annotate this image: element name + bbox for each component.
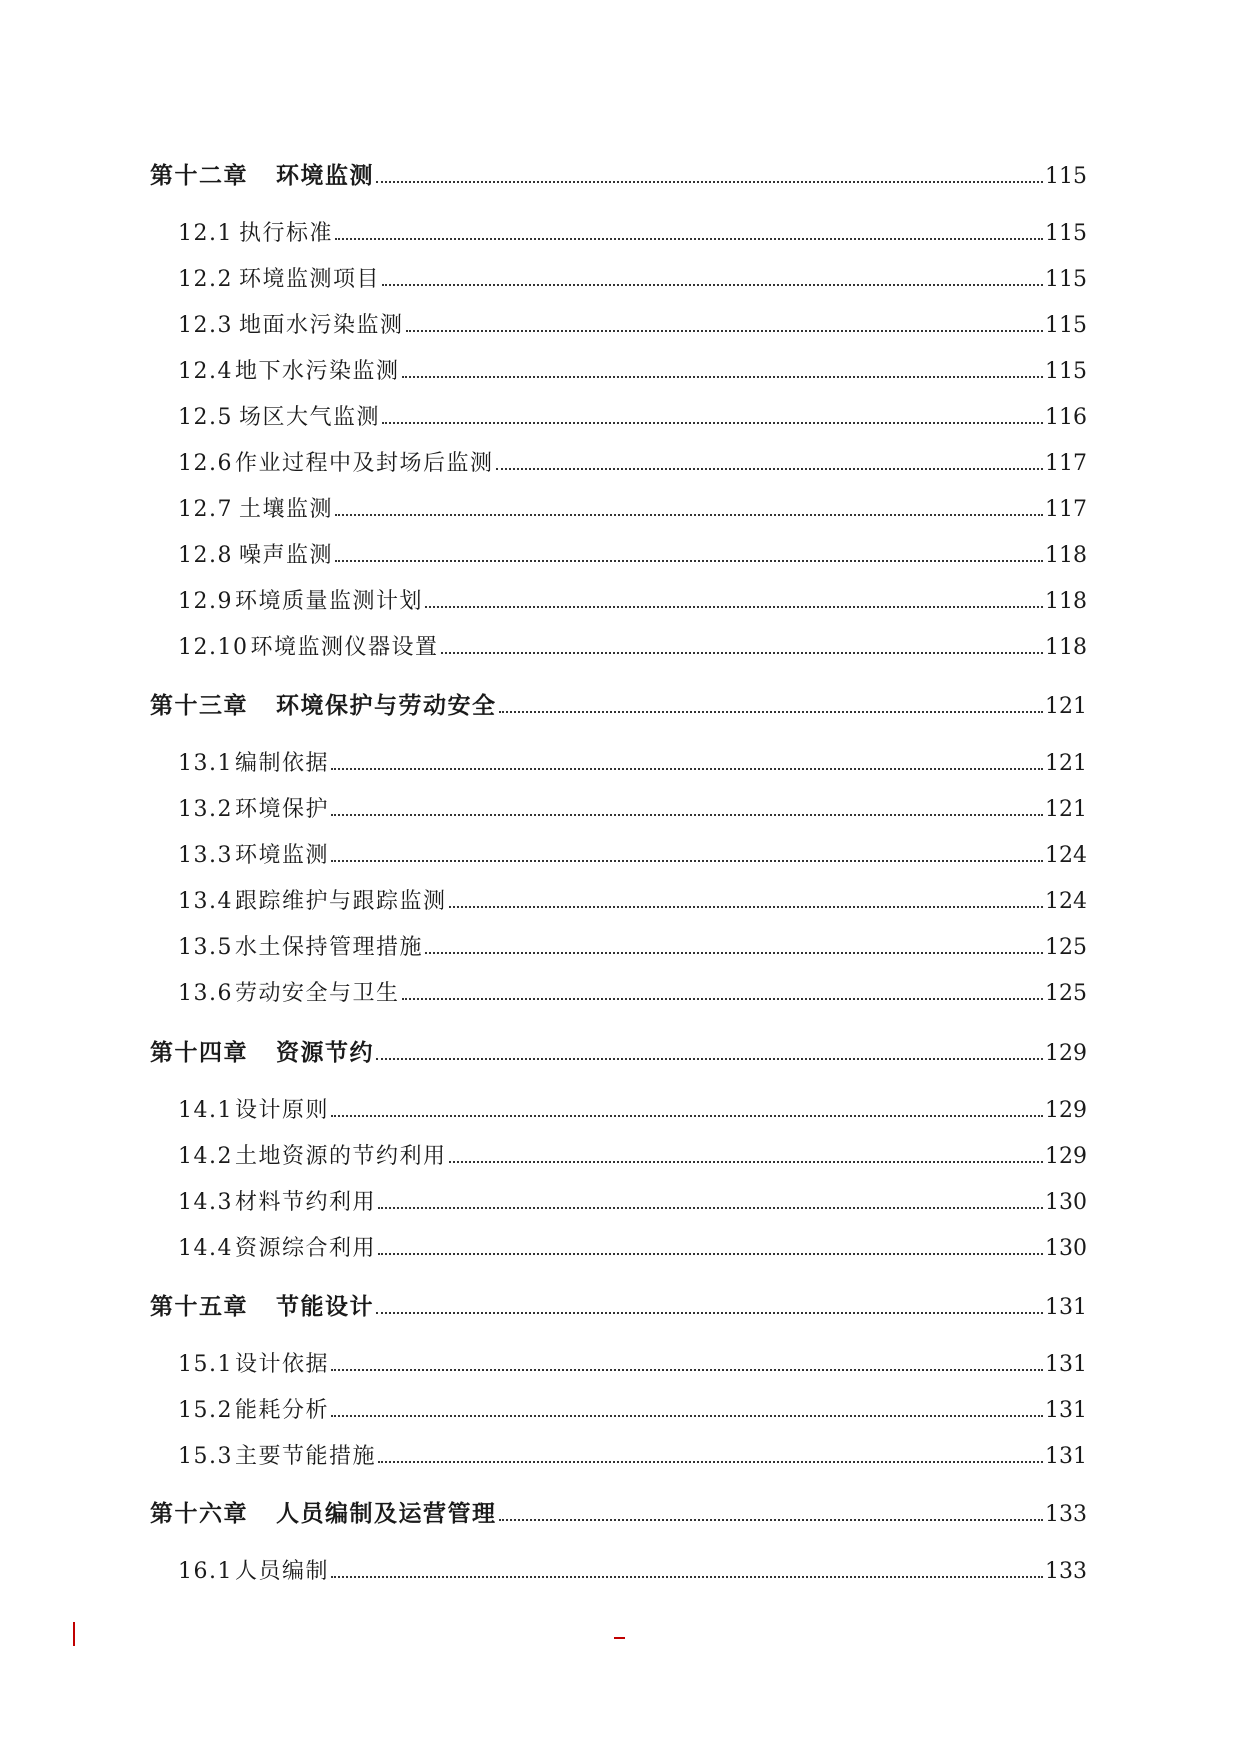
toc-section-title: 作业过程中及封场后监测 [234,451,494,476]
toc-section-15-3[interactable] [178,1446,1087,1468]
dot-leader [335,514,1043,516]
toc-page-number: 131 [1045,1295,1087,1320]
toc-chapter-16[interactable] [150,1502,1087,1526]
toc-section-number: 15.1 [178,1352,233,1377]
toc-section-13-6[interactable] [178,983,1087,1005]
dot-leader [331,814,1043,816]
toc-section-title: 资源综合利用 [234,1236,376,1261]
toc-chapter-title: 节能设计 [276,1293,374,1320]
toc-page-number: 115 [1045,267,1087,292]
toc-section-13-3[interactable] [178,845,1087,867]
toc-chapter-15[interactable] [150,1295,1087,1319]
dot-leader [382,284,1043,286]
toc-section-title: 水土保持管理措施 [234,935,423,960]
toc-section-title: 地面水污染监测 [238,313,404,338]
toc-page-number: 121 [1045,694,1087,719]
toc-section-number: 12.4 [178,359,233,384]
dot-leader [402,998,1044,1000]
toc-page-number: 115 [1045,164,1087,189]
dot-leader [499,1519,1044,1521]
toc-section-12-8[interactable] [178,545,1087,567]
dot-leader [441,652,1044,654]
toc-section-number: 14.2 [178,1144,233,1169]
toc-section-13-5[interactable] [178,937,1087,959]
toc-chapter-number: 第十三章 [150,692,248,719]
dot-leader [335,560,1043,562]
toc-chapter-number: 第十四章 [150,1039,248,1066]
toc-section-title: 劳动安全与卫生 [234,981,400,1006]
toc-section-number: 12.9 [178,589,233,614]
toc-section-title: 能耗分析 [234,1398,329,1423]
toc-section-title: 设计原则 [234,1098,329,1123]
toc-page-number: 131 [1045,1444,1087,1469]
toc-page-number: 115 [1045,359,1087,384]
toc-section-14-2[interactable] [178,1146,1087,1168]
toc-section-title: 设计依据 [234,1352,329,1377]
dot-leader [406,330,1044,332]
toc-section-number: 12.5 [178,405,233,430]
toc-page-number: 133 [1045,1559,1087,1584]
toc-page-number: 124 [1045,843,1087,868]
toc-section-13-1[interactable] [178,753,1087,775]
toc-section-number: 15.2 [178,1398,233,1423]
toc-page-number: 117 [1045,497,1087,522]
toc-section-title: 地下水污染监测 [234,359,400,384]
dot-leader [382,422,1043,424]
toc-chapter-number: 第十二章 [150,162,248,189]
toc-section-13-2[interactable] [178,799,1087,821]
toc-section-number: 16.1 [178,1559,233,1584]
toc-page-number: 125 [1045,981,1087,1006]
toc-chapter-title: 资源节约 [276,1039,374,1066]
toc-page-number: 125 [1045,935,1087,960]
dot-leader [335,238,1043,240]
toc-section-number: 13.2 [178,797,233,822]
toc-section-12-7[interactable] [178,499,1087,521]
toc-section-title: 土地资源的节约利用 [234,1144,447,1169]
toc-page-number: 129 [1045,1041,1087,1066]
toc-page-number: 115 [1045,313,1087,338]
toc-section-number: 13.6 [178,981,233,1006]
toc-section-title: 跟踪维护与跟踪监测 [234,889,447,914]
toc-section-15-1[interactable] [178,1354,1087,1376]
toc-section-number: 15.3 [178,1444,233,1469]
toc-section-number: 12.2 [178,267,233,292]
toc-page-number: 117 [1045,451,1087,476]
toc-page-number: 133 [1045,1502,1087,1527]
toc-section-number: 13.1 [178,751,233,776]
toc-chapter-title: 人员编制及运营管理 [276,1500,497,1527]
toc-section-14-4[interactable] [178,1238,1087,1260]
toc-section-title: 土壤监测 [238,497,333,522]
toc-section-number: 14.1 [178,1098,233,1123]
dot-leader [331,1576,1043,1578]
dot-leader [425,952,1043,954]
toc-page-number: 130 [1045,1190,1087,1215]
dot-leader [376,181,1043,183]
toc-section-15-2[interactable] [178,1400,1087,1422]
toc-page-number: 118 [1045,543,1087,568]
dot-leader [378,1253,1043,1255]
toc-section-title: 材料节约利用 [234,1190,376,1215]
dot-leader [331,860,1043,862]
dot-leader [449,1161,1044,1163]
toc-chapter-13[interactable] [150,694,1087,718]
toc-chapter-number: 第十五章 [150,1293,248,1320]
dot-leader [331,768,1043,770]
dot-leader [496,468,1044,470]
dot-leader [331,1115,1043,1117]
dot-leader [499,711,1044,713]
toc-chapter-number: 第十六章 [150,1500,248,1527]
toc-section-number: 12.7 [178,497,233,522]
toc-chapter-title: 环境监测 [276,162,374,189]
toc-section-title: 环境保护 [234,797,329,822]
toc-section-12-9[interactable] [178,591,1087,613]
dot-leader [331,1415,1043,1417]
dot-leader [449,906,1044,908]
dot-leader [378,1461,1043,1463]
toc-section-number: 12.6 [178,451,233,476]
footer-mark [614,1637,625,1639]
toc-section-12-2[interactable] [178,269,1087,291]
dot-leader [376,1312,1043,1314]
toc-section-number: 12.10 [178,635,249,660]
toc-page-number: 115 [1045,221,1087,246]
toc-page-number: 130 [1045,1236,1087,1261]
dot-leader [376,1058,1043,1060]
toc-section-13-4[interactable] [178,891,1087,913]
toc-section-12-3[interactable] [178,315,1087,337]
toc-chapter-12[interactable] [150,164,1087,188]
toc-chapter-title: 环境保护与劳动安全 [276,692,497,719]
toc-section-number: 13.3 [178,843,233,868]
toc-section-number: 14.4 [178,1236,233,1261]
toc-section-title: 环境监测仪器设置 [250,635,439,660]
toc-page-number: 121 [1045,797,1087,822]
toc-section-title: 人员编制 [234,1559,329,1584]
toc-page-number: 129 [1045,1098,1087,1123]
toc-page-number: 129 [1045,1144,1087,1169]
toc-page-number: 124 [1045,889,1087,914]
toc-page-number: 118 [1045,635,1087,660]
margin-rule [73,1622,75,1646]
toc-chapter-14[interactable] [150,1041,1087,1065]
dot-leader [425,606,1043,608]
toc-section-title: 场区大气监测 [238,405,380,430]
toc-page-number: 116 [1045,405,1087,430]
toc-section-number: 13.5 [178,935,233,960]
toc-section-number: 12.3 [178,313,233,338]
toc-section-title: 环境监测 [234,843,329,868]
toc-section-title: 噪声监测 [238,543,333,568]
toc-section-14-1[interactable] [178,1100,1087,1122]
dot-leader [378,1207,1043,1209]
toc-section-12-10[interactable] [178,637,1087,659]
dot-leader [331,1369,1043,1371]
toc-page-number: 131 [1045,1398,1087,1423]
toc-section-16-1[interactable] [178,1561,1087,1583]
toc-section-12-5[interactable] [178,407,1087,429]
toc-page-number: 121 [1045,751,1087,776]
toc-section-12-1[interactable] [178,223,1087,245]
toc-section-title: 环境监测项目 [238,267,380,292]
toc-page-number: 118 [1045,589,1087,614]
toc-section-number: 14.3 [178,1190,233,1215]
toc-page-number: 131 [1045,1352,1087,1377]
toc-section-14-3[interactable] [178,1192,1087,1214]
toc-section-number: 13.4 [178,889,233,914]
dot-leader [402,376,1044,378]
toc-section-12-6[interactable] [178,453,1087,475]
toc-section-title: 执行标准 [238,221,333,246]
toc-section-title: 主要节能措施 [234,1444,376,1469]
toc-section-number: 12.1 [178,221,233,246]
toc-section-title: 环境质量监测计划 [234,589,423,614]
toc-section-number: 12.8 [178,543,233,568]
toc-section-title: 编制依据 [234,751,329,776]
toc-section-12-4[interactable] [178,361,1087,383]
